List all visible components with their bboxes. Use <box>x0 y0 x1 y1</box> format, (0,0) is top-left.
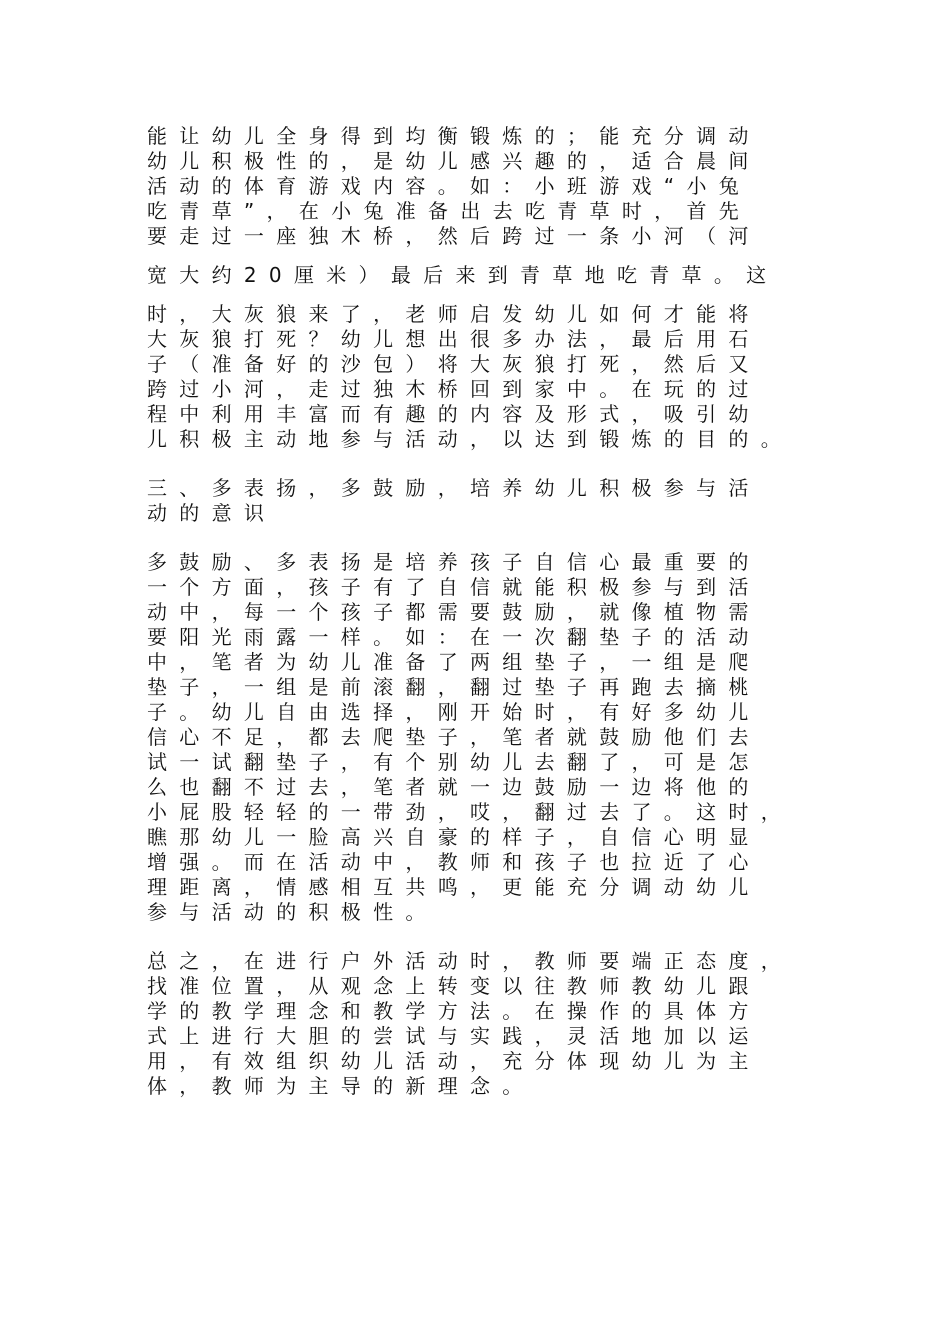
text-line: 程中利用丰富而有趣的内容及形式，吸引幼 <box>147 402 761 426</box>
section-heading-3 <box>147 476 807 526</box>
document-body <box>147 124 807 1099</box>
text-line: 时，大灰狼来了，老师启发幼儿如何才能将 <box>147 302 761 326</box>
paragraph-intro <box>147 124 807 249</box>
text-line: 式上进行大胆的尝试与实践，灵活地加以运 <box>147 1024 761 1048</box>
text-line: 子。幼儿自由选择，刚开始时，有好多幼儿 <box>147 700 761 724</box>
text-line: 幼儿积极性的，是幼儿感兴趣的，适合晨间 <box>147 149 761 173</box>
text-line: 活动的体育游戏内容。如：小班游戏“小兔 <box>147 174 752 198</box>
text-line: 多鼓励、多表扬是培养孩子自信心最重要的 <box>147 550 761 574</box>
text-line: 瞧那幼儿一脸高兴自豪的样子，自信心明显 <box>147 825 761 849</box>
heading-line: 三、多表扬，多鼓励，培养幼儿积极参与活 <box>147 476 761 500</box>
text-line: 学的教学理念和教学方法。在操作的具体方 <box>147 999 761 1023</box>
text-line: 参与活动的积极性。 <box>147 900 438 924</box>
text-line: 儿积极主动地参与活动，以达到锻炼的目的。 <box>147 427 793 451</box>
text-line: 体，教师为主导的新理念。 <box>147 1074 535 1098</box>
text-line: 能让幼儿全身得到均衡锻炼的；能充分调动 <box>147 124 761 148</box>
text-line: 试一试翻垫子，有个别幼儿去翻了，可是怎 <box>147 750 761 774</box>
text-line: 理距离，情感相互共鸣，更能充分调动幼儿 <box>147 875 761 899</box>
text-line: 总之，在进行户外活动时，教师要端正态度， <box>147 949 793 973</box>
text-line: 子（准备好的沙包）将大灰狼打死，然后又 <box>147 352 761 376</box>
text-line: 么也翻不过去，笔者就一边鼓励一边将他的 <box>147 775 761 799</box>
text-line: 小屁股轻轻的一带劲，哎，翻过去了。这时， <box>147 800 793 824</box>
heading-line: 动的意识 <box>147 501 277 525</box>
text-line: 用，有效组织幼儿活动，充分体现幼儿为主 <box>147 1049 761 1073</box>
text-line: 增强。而在活动中，教师和孩子也拉近了心 <box>147 850 761 874</box>
text-line: 垫子，一组是前滚翻，翻过垫子再跑去摘桃 <box>147 675 761 699</box>
text-line: 跨过小河，走过独木桥回到家中。在玩的过 <box>147 377 761 401</box>
text-line: 动中，每一个孩子都需要鼓励，就像植物需 <box>147 600 761 624</box>
text-line: 一个方面，孩子有了自信就能积极参与到活 <box>147 575 761 599</box>
text-line: 大灰狼打死？幼儿想出很多办法，最后用石 <box>147 327 761 351</box>
text-line: 要走过一座独木桥，然后跨过一条小河（河 <box>147 224 761 248</box>
text-line: 找准位置，从观念上转变以往教师教幼儿跟 <box>147 974 761 998</box>
text-line: 宽大约20厘米）最后来到青草地吃青草。这 <box>147 263 779 287</box>
paragraph-encouragement <box>147 550 807 925</box>
paragraph-intro-continued <box>147 302 807 452</box>
paragraph-conclusion <box>147 949 807 1099</box>
text-line: 要阳光雨露一样。如：在一次翻垫子的活动 <box>147 625 761 649</box>
text-line: 吃青草”，在小兔准备出去吃青草时，首先 <box>147 199 752 223</box>
text-line: 中，笔者为幼儿准备了两组垫子，一组是爬 <box>147 650 761 674</box>
text-line: 信心不足，都去爬垫子，笔者就鼓励他们去 <box>147 725 761 749</box>
